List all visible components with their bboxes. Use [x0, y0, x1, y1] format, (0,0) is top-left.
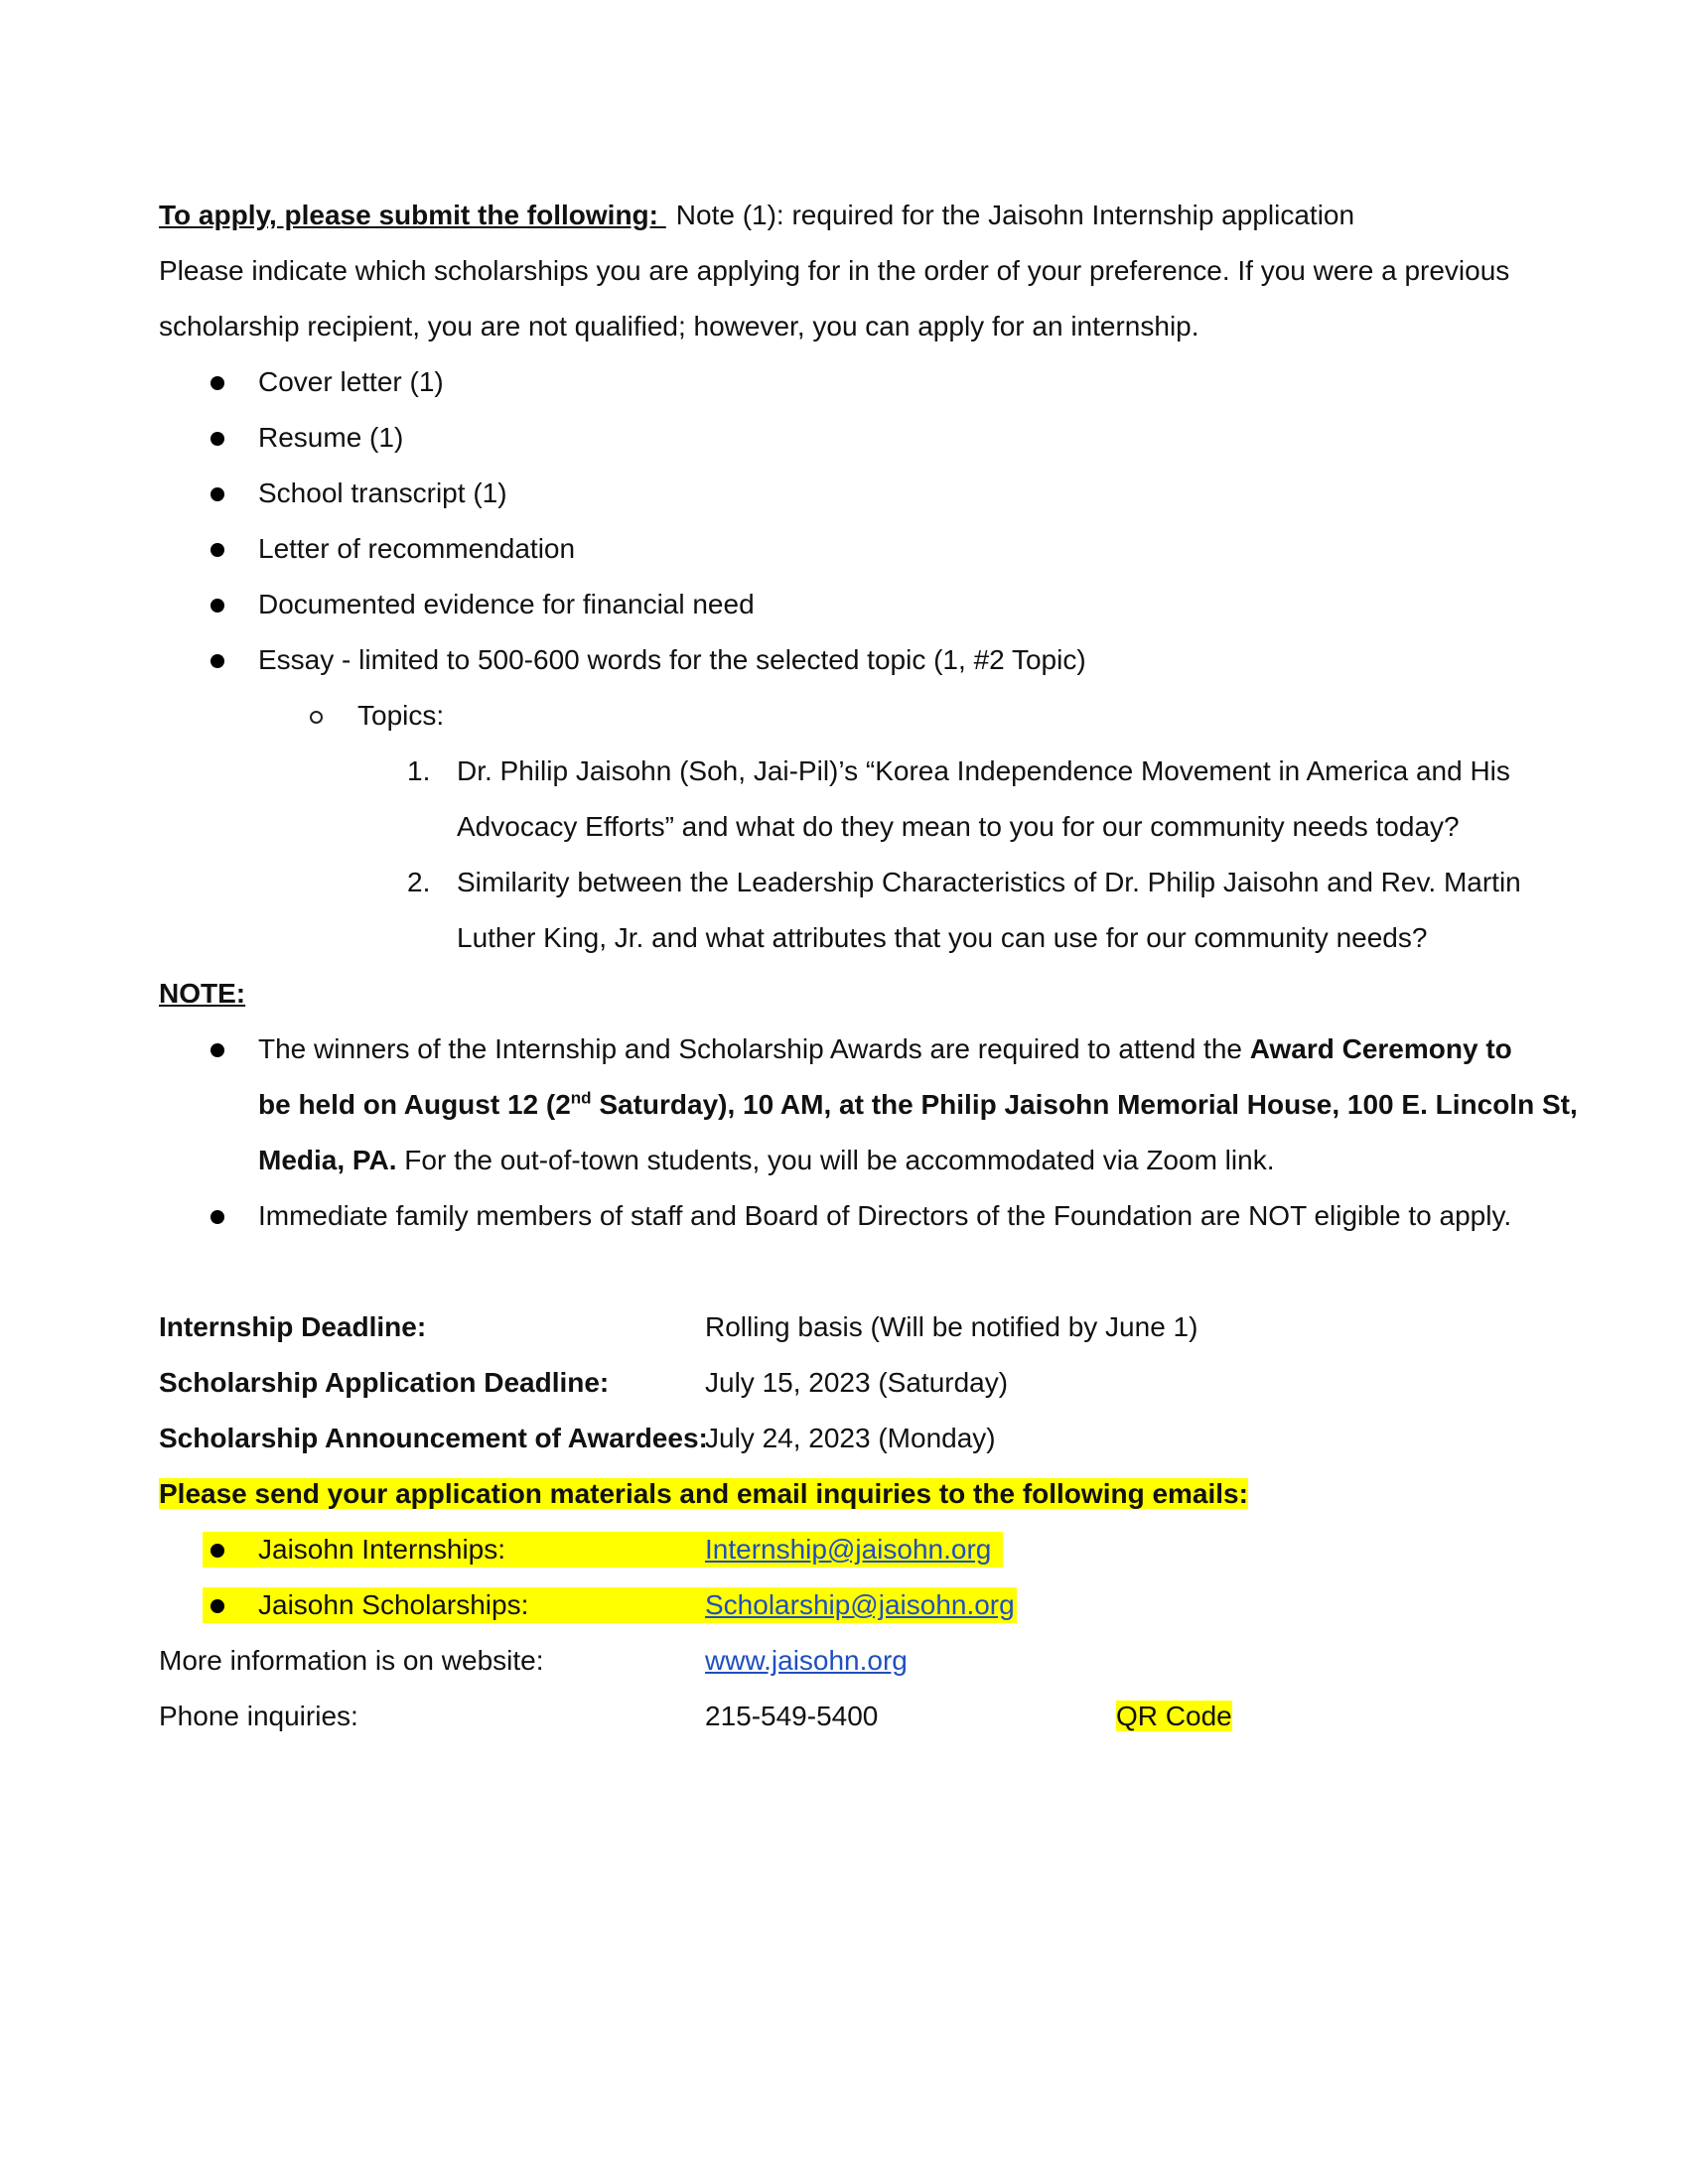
bullet-icon: [211, 1043, 224, 1057]
note-winners-line2: [258, 1085, 1578, 1125]
topic-1-line1: Dr. Philip Jaisohn (Soh, Jai-Pil)’s “Korea Independence Movement in America and His: [457, 755, 1510, 786]
deadline-label: Scholarship Application Deadline:: [159, 1367, 610, 1398]
topic-number: 1.: [407, 755, 431, 786]
note-winners-location: Saturday), 10 AM, at the Philip Jaisohn Memorial House, 100 E. Lincoln St,: [591, 1089, 1578, 1120]
note-winners-zoom: For the out-of-town students, you will be accommodated via Zoom link.: [396, 1145, 1275, 1175]
deadline-row: [159, 1307, 1198, 1347]
apply-note: Note (1): required for the Jaisohn Internship application: [675, 200, 1355, 230]
topic-2-line2: Luther King, Jr. and what attributes that you can use for our community needs?: [457, 922, 1428, 953]
list-item-transcript: School transcript (1): [258, 478, 507, 508]
topic-1-line2: Advocacy Efforts” and what do they mean to you for our community needs today?: [457, 811, 1460, 842]
bullet-icon: [211, 599, 224, 613]
apply-intro-line1: Please indicate which scholarships you are applying for in the order of your preference. If you were a previous: [159, 255, 1510, 286]
list-item-resume: Resume (1): [258, 422, 404, 453]
deadline-row: [159, 1363, 1009, 1403]
list-item-essay: Essay - limited to 500-600 words for the selected topic (1, #2 Topic): [258, 644, 1086, 675]
note-winners-line1-text: The winners of the Internship and Scholarship Awards are required to attend the: [258, 1033, 1250, 1064]
email-label: Jaisohn Scholarships:: [258, 1589, 529, 1620]
list-item-cover-letter: Cover letter (1): [258, 366, 444, 397]
note-heading: NOTE:: [159, 978, 246, 1009]
apply-intro-line2: scholarship recipient, you are not qualified; however, you can apply for an internship.: [159, 311, 1199, 341]
email-row-internship: [258, 1530, 505, 1570]
note-winners-line1-bold: Award Ceremony to: [1249, 1033, 1512, 1064]
deadline-label: Internship Deadline:: [159, 1311, 427, 1342]
bullet-icon: [211, 1544, 224, 1558]
note-winners-line1: [258, 1029, 1512, 1069]
list-item-financial-need: Documented evidence for financial need: [258, 589, 755, 619]
topic-number: 2.: [407, 867, 431, 897]
qr-code-label: QR Code: [1116, 1701, 1232, 1731]
phone-label: Phone inquiries:: [159, 1701, 358, 1731]
list-item-recommendation: Letter of recommendation: [258, 533, 576, 564]
apply-heading: To apply, please submit the following:: [159, 200, 666, 230]
note-family-eligibility: Immediate family members of staff and Board of Directors of the Foundation are NOT eligible to apply.: [258, 1200, 1512, 1231]
website-label: More information is on website:: [159, 1645, 544, 1676]
bullet-icon: [211, 543, 224, 557]
note-winners-line3: [258, 1141, 1274, 1180]
deadline-row: [159, 1419, 996, 1458]
bullet-icon: [211, 432, 224, 446]
email-label: Jaisohn Internships:: [258, 1534, 506, 1565]
bullet-icon: [211, 1599, 224, 1613]
bullet-icon: [211, 487, 224, 501]
bullet-icon: [211, 376, 224, 390]
qr-code-wrap: [1116, 1697, 1232, 1736]
note-winners-city: Media, PA.: [258, 1145, 397, 1175]
deadline-label: Scholarship Announcement of Awardees:: [159, 1423, 708, 1453]
topic-2-line1: Similarity between the Leadership Characteristics of Dr. Philip Jaisohn and Rev. Martin: [457, 867, 1521, 897]
note-winners-ordinal: nd: [570, 1088, 592, 1108]
send-heading-line: [159, 1474, 1248, 1514]
scholarship-email-wrap: [705, 1585, 1015, 1625]
hollow-bullet-icon: [310, 711, 323, 724]
bullet-icon: [211, 1210, 224, 1224]
topics-label: Topics:: [357, 700, 445, 731]
note-winners-date: be held on August 12 (2: [258, 1089, 571, 1120]
scholarship-email-link[interactable]: Scholarship@jaisohn.org: [705, 1589, 1015, 1620]
apply-heading-line: [159, 196, 1354, 235]
email-row-scholarship: [258, 1585, 528, 1625]
bullet-icon: [211, 654, 224, 668]
deadline-value: Rolling basis (Will be notified by June 1): [705, 1311, 1198, 1342]
internship-email-wrap: [705, 1530, 991, 1570]
website-wrap: [705, 1641, 908, 1681]
send-heading: Please send your application materials and email inquiries to the following emails:: [159, 1478, 1248, 1509]
deadline-value: July 15, 2023 (Saturday): [705, 1367, 1009, 1398]
website-link[interactable]: www.jaisohn.org: [705, 1645, 908, 1676]
internship-email-link[interactable]: Internship@jaisohn.org: [705, 1534, 992, 1565]
phone-number: 215-549-5400: [705, 1701, 879, 1731]
deadline-value: July 24, 2023 (Monday): [705, 1423, 996, 1453]
